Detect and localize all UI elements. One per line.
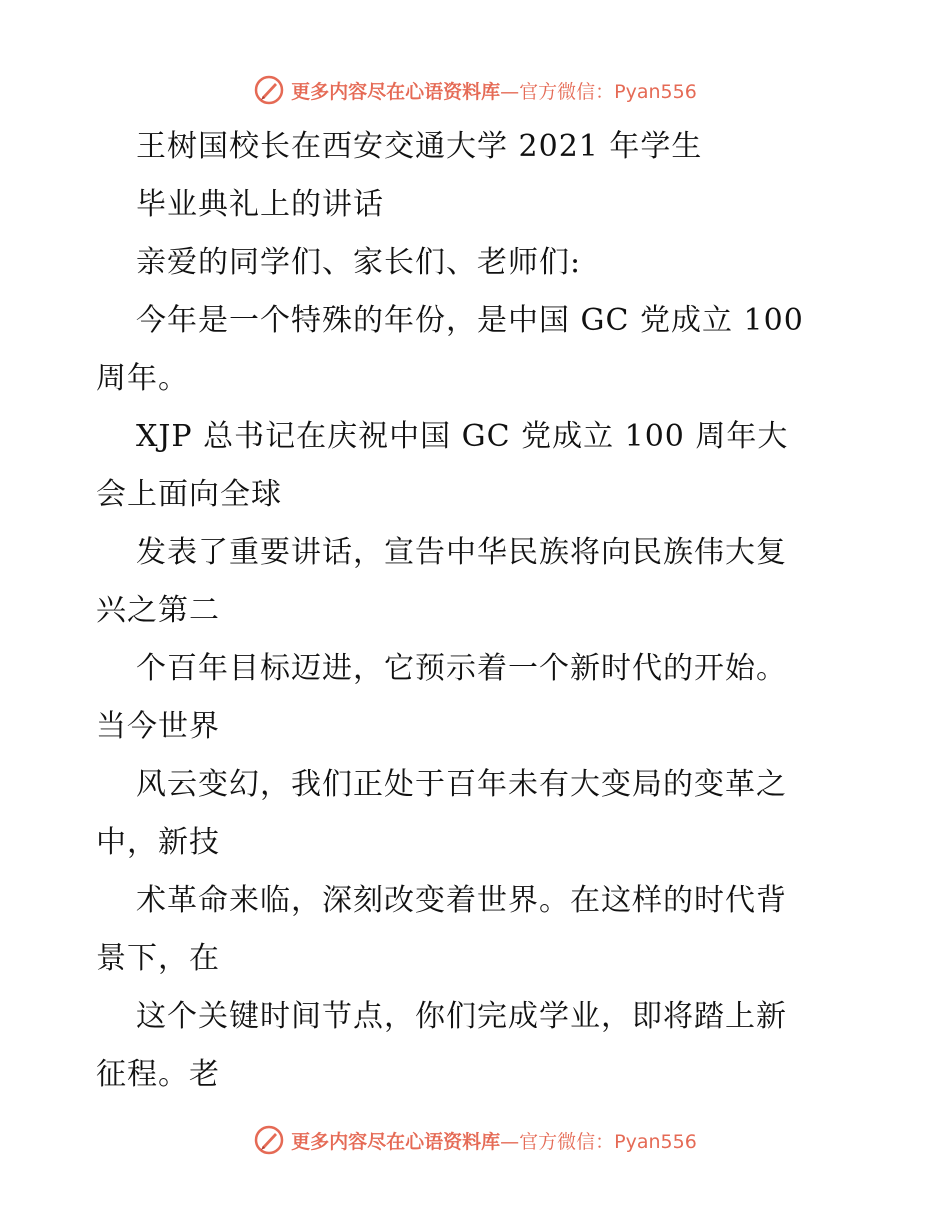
quill-logo-icon bbox=[253, 74, 285, 106]
footer-watermark-banner bbox=[0, 1120, 950, 1160]
header-watermark-banner bbox=[0, 70, 950, 110]
salutation: 亲爱的同学们、家长们、老师们: bbox=[136, 245, 582, 280]
paragraph-line: 这个关键时间节点，你们完成学业，即将踏上新 bbox=[136, 999, 787, 1034]
paragraph-line: 兴之第二 bbox=[96, 593, 220, 628]
document-body bbox=[96, 118, 876, 1104]
paragraph-line: XJP 总书记在庆祝中国 GC 党成立 100 周年大 bbox=[136, 419, 789, 454]
paragraph-line: 风云变幻，我们正处于百年未有大变局的变革之 bbox=[136, 767, 787, 802]
paragraph-line: 术革命来临，深刻改变着世界。在这样的时代背 bbox=[136, 883, 787, 918]
paragraph-line: 会上面向全球 bbox=[96, 477, 282, 512]
watermark-contact-text: —官方微信：Pyan556 bbox=[500, 1130, 697, 1153]
watermark-contact-text: —官方微信：Pyan556 bbox=[500, 80, 697, 103]
quill-logo-icon bbox=[253, 1124, 285, 1156]
watermark-brand-text: 更多内容尽在心语资料库 bbox=[291, 1130, 501, 1153]
paragraph-line: 发表了重要讲话，宣告中华民族将向民族伟大复 bbox=[136, 535, 787, 570]
paragraph-line: 景下，在 bbox=[96, 941, 220, 976]
paragraph-line: 个百年目标迈进，它预示着一个新时代的开始。 bbox=[136, 651, 787, 686]
watermark-brand-text: 更多内容尽在心语资料库 bbox=[291, 80, 501, 103]
paragraph-line: 今年是一个特殊的年份，是中国 GC 党成立 100 bbox=[136, 303, 804, 338]
document-title-line-2: 毕业典礼上的讲话 bbox=[136, 187, 384, 222]
paragraph-line: 当今世界 bbox=[96, 709, 220, 744]
paragraph-line: 中，新技 bbox=[96, 825, 220, 860]
paragraph-line: 周年。 bbox=[96, 361, 189, 396]
paragraph-line: 征程。老 bbox=[96, 1057, 220, 1092]
document-title-line-1: 王树国校长在西安交通大学 2021 年学生 bbox=[136, 129, 703, 164]
